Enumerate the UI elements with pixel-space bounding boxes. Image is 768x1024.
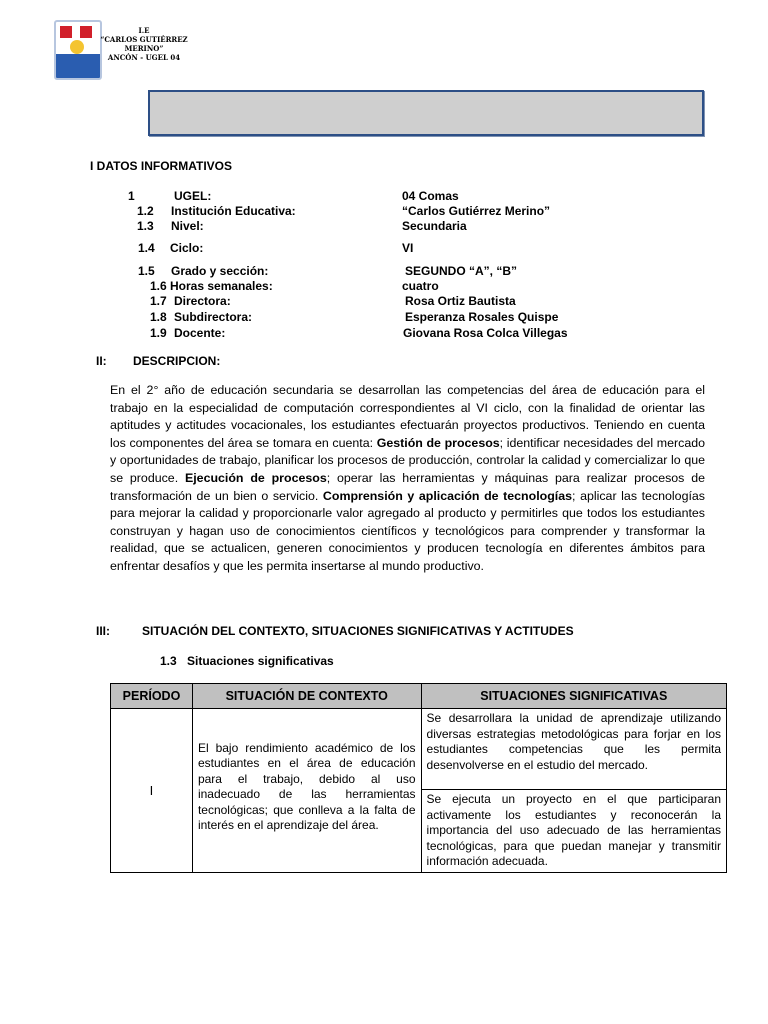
section-number: III: [96, 624, 110, 638]
datos-item-value: Secundaria [402, 219, 467, 233]
description-paragraph: En el 2° año de educación secundaria se desarrollan las competencias del área de educación para el trabajo en la especialidad de computación correspondientes al VI ciclo, con la finalidad de orientar las aptitudes y actitudes vocacionales, los estudiantes efectuarán proyectos productivos. Teniendo en cuenta los componentes del área se tomara en cuenta: Gestión de procesos; identificar necesidades del mercado y oportunidades de trabajo, planificar los procesos de producción, controlar la calidad y comercializar lo que se produce. Ejecución de procesos; operar las herramientas y máquinas para realizar procesos de transformación de un bien o servicio. Comprensión y aplicación de tecnologías; aplicar las tecnologías para mejorar la calidad y proporcionarle valor agregado al producto y permitirles que todos los estudiantes construyan y hagan uso de conocimientos científicos y tecnológicos para comprender y transformar la realidad, que se actualicen, generen conocimientos y producen tecnología en diferentes ámbitos para enfrentar desafíos y que les permita insertarse al mundo productivo. [110, 383, 705, 573]
datos-item-label: Ciclo: [170, 241, 204, 255]
flag-icon [80, 26, 92, 38]
subsection-heading: Situaciones significativas [187, 654, 334, 668]
situations-table [110, 683, 727, 873]
datos-item-number: 1.7 [150, 294, 167, 308]
datos-item-number: 1.5 [138, 264, 155, 278]
datos-item-value: “Carlos Gutiérrez Merino” [402, 204, 551, 218]
datos-item-label: Directora: [174, 294, 231, 308]
period-cell: I [111, 709, 193, 873]
datos-item-label: Subdirectora: [174, 310, 253, 324]
flag-icon [60, 26, 72, 38]
datos-item-label: UGEL: [174, 189, 212, 203]
datos-item-number: 1.2 [137, 204, 154, 218]
section-heading-datos: I DATOS INFORMATIVOS [90, 159, 233, 173]
datos-item-value: 04 Comas [402, 189, 459, 203]
sun-icon [70, 40, 84, 54]
datos-item-value: VI [402, 241, 414, 255]
datos-item-number: 1.6 [150, 279, 167, 293]
datos-item-value: Rosa Ortiz Bautista [405, 294, 516, 308]
school-logo [54, 20, 102, 80]
datos-item-number: 1.4 [138, 241, 155, 255]
context-cell: El bajo rendimiento académico de los estudiantes en el área de educación para el trabajo, debido al uso inadecuado de las herramientas tecnológicas; que conlleva a la falta de interés en el aprendizaje del área. [192, 709, 421, 873]
datos-item-number: 1.8 [150, 310, 167, 324]
datos-item-label: Nivel: [171, 219, 204, 233]
datos-item-number: 1.3 [137, 219, 154, 233]
header-cell: SITUACIONES SIGNIFICATIVAS [421, 684, 726, 709]
table-row [111, 709, 727, 790]
datos-item-value: SEGUNDO “A”, “B” [405, 264, 518, 278]
datos-item-label: Institución Educativa: [171, 204, 296, 218]
datos-item-number: 1 [128, 189, 135, 203]
datos-item-number: 1.9 [150, 326, 167, 340]
section-number: II: [96, 354, 107, 368]
datos-item-value: Esperanza Rosales Quispe [405, 310, 559, 324]
section-heading-descripcion: DESCRIPCION: [133, 354, 221, 368]
school-name: I.E “CARLOS GUTIÉRREZ MERINO” ANCÓN - UGEL 04 [100, 26, 188, 62]
title-box [148, 90, 704, 136]
subsection-number: 1.3 [160, 654, 177, 668]
sea-icon [56, 54, 100, 78]
header-cell: SITUACIÓN DE CONTEXTO [192, 684, 421, 709]
header-cell: PERÍODO [111, 684, 193, 709]
section-heading-situacion: SITUACIÓN DEL CONTEXTO, SITUACIONES SIGNIFICATIVAS Y ACTITUDES [142, 624, 574, 638]
datos-item-label: Horas semanales: [170, 279, 273, 293]
datos-item-label: Docente: [174, 326, 226, 340]
situation-cell: Se desarrollara la unidad de aprendizaje utilizando diversas estrategias metodológicas para forjar en los estudiantes competencias que les permita desenvolverse en el estudio del mercado. [421, 709, 726, 790]
table-header-row [111, 684, 727, 709]
datos-item-value: cuatro [402, 279, 439, 293]
datos-item-value: Giovana Rosa Colca Villegas [403, 326, 568, 340]
datos-item-label: Grado y sección: [171, 264, 269, 278]
situation-cell: Se ejecuta un proyecto en el que participaran activamente los estudiantes y reconocerán la importancia del uso adecuado de las herramientas tecnológicas, para que puedan manejar y transmitir información adecuada. [421, 790, 726, 873]
